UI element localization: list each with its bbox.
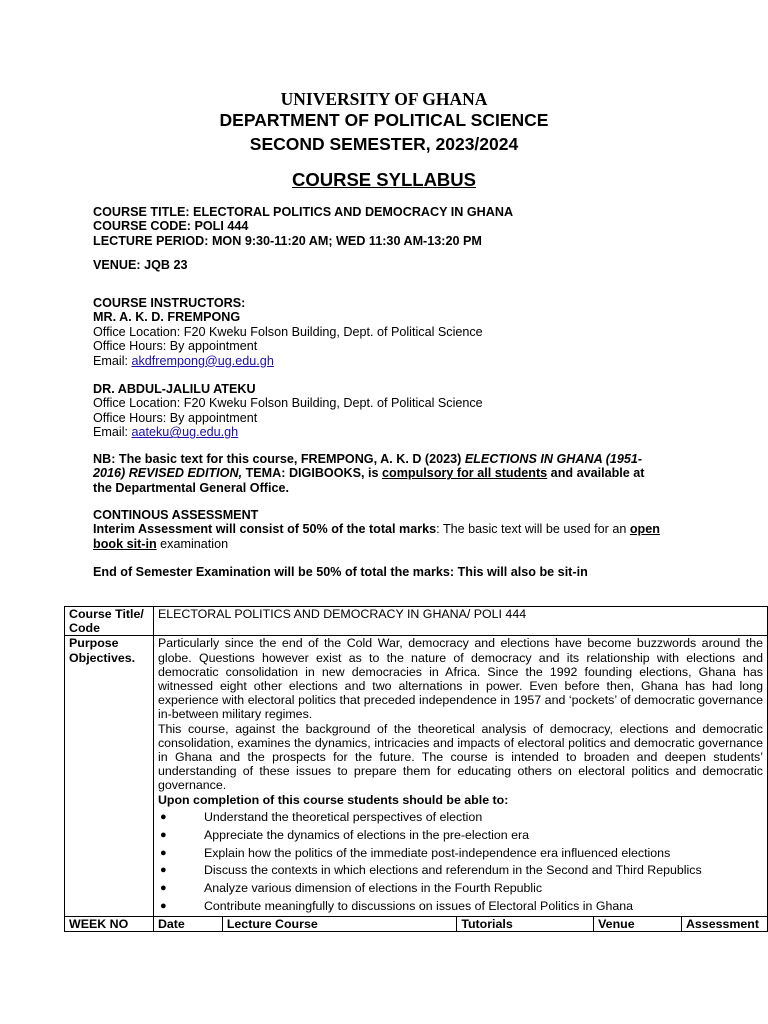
table-row	[65, 636, 768, 917]
course-info	[93, 205, 693, 248]
instructors-heading: COURSE INSTRUCTORS:	[93, 296, 246, 310]
bullet-icon: ●	[159, 882, 167, 895]
bullet-icon: ●	[159, 829, 167, 842]
column-header: Lecture Course	[222, 917, 456, 932]
office-hours: Office Hours: By appointment	[93, 339, 258, 354]
open-book-note: open book sit-in	[93, 522, 660, 551]
compulsory-note: compulsory for all students	[382, 466, 548, 481]
assessment-section	[93, 508, 683, 551]
column-header: Venue	[594, 917, 682, 932]
table-row	[65, 607, 768, 636]
list-item: ● Contribute meaningfully to discussions on issues of Electoral Politics in Ghana	[159, 898, 634, 913]
list-item: ● Explain how the politics of the immediate post-independence era influenced elections	[159, 845, 671, 860]
office-location: Office Location: F20 Kweku Folson Building, Dept. of Political Science	[93, 396, 483, 411]
instructor-2	[93, 382, 693, 440]
column-header: Date	[153, 917, 222, 932]
outcomes-heading: Upon completion of this course students should be able to:	[157, 792, 509, 807]
purpose-objectives-cell	[153, 636, 767, 917]
department-name: DEPARTMENT OF POLITICAL SCIENCE	[219, 110, 549, 130]
course-code-line: COURSE CODE: POLI 444	[93, 219, 249, 234]
interim-assessment: Interim Assessment will consist of 50% of the total marks: The basic text will be used for an open book sit-in examination	[93, 522, 660, 551]
instructor-name: MR. A. K. D. FREMPONG	[93, 310, 241, 325]
row-label: Purpose Objectives.	[65, 636, 154, 917]
email-label: Email:	[93, 353, 132, 368]
column-header: Assessment	[681, 917, 767, 932]
bullet-icon: ●	[159, 899, 167, 912]
email-line	[93, 354, 693, 368]
email-link[interactable]: aateku@ug.edu.gh	[131, 425, 239, 440]
university-name: UNIVERSITY OF GHANA	[280, 89, 488, 109]
purpose-paragraph: Particularly since the end of the Cold War, democracy and elections have become buzzwords around the globe. Questions however exist as to the nature of democracy and its relationship with elections and democratic consolidation in new democracies in Africa. Since the 1992 founding elections, Ghana has witnessed eight other elections and two alternations in power. Even before then, Ghana has had long experience with electoral politics that preceded independence in 1957 and ‘pockets’ of democratic governance in-between military regimes.	[157, 636, 763, 722]
document-title: COURSE SYLLABUS	[292, 169, 476, 190]
course-title-line: COURSE TITLE: ELECTORAL POLITICS AND DEMOCRACY IN GHANA	[93, 205, 514, 219]
list-item: ● Understand the theoretical perspectives of election	[159, 810, 483, 825]
list-item: ● Appreciate the dynamics of elections in the pre-election era	[159, 828, 530, 843]
course-title-code-value: ELECTORAL POLITICS AND DEMOCRACY IN GHANA/ POLI 444	[153, 607, 767, 636]
list-item: ● Analyze various dimension of elections in the Fourth Republic	[159, 881, 543, 896]
bullet-icon: ●	[159, 864, 167, 877]
book-title: ELECTIONS IN GHANA (1951-2016) REVISED EDITION,	[93, 452, 643, 481]
venue-line: VENUE: JQB 23	[93, 258, 188, 272]
row-label: Course Title/ Code	[65, 607, 154, 636]
assessment-heading: CONTINOUS ASSESSMENT	[93, 508, 259, 522]
final-exam-note: End of Semester Examination will be 50% of total the marks: This will also be sit-in	[93, 565, 588, 579]
instructors-section	[93, 296, 693, 368]
schedule-header-row	[65, 917, 768, 932]
email-label: Email:	[93, 425, 132, 440]
column-header: Tutorials	[457, 917, 594, 932]
basic-text-note: NB: The basic text for this course, FREMPONG, A. K. D (2023) ELECTIONS IN GHANA (1951-2016) REVISED EDITION, TEMA: DIGIBOOKS, is compulsory for all students and available at the Departmental General Office.	[93, 452, 645, 495]
column-header: WEEK NO	[65, 917, 154, 932]
list-item: ● Discuss the contexts in which elections and referendum in the Second and Third Republics	[159, 863, 702, 878]
bullet-icon: ●	[159, 811, 167, 824]
course-outline-table	[64, 606, 768, 932]
purpose-paragraph: This course, against the background of the theoretical analysis of democracy, elections and democratic consolidation, examines the dynamics, intricacies and impacts of electoral politics and democratic governance in Ghana and the prospects for the future. The course is intended to broaden and deepen students’ understanding of these issues to prepare them for educating others on electoral politics and democratic governance.	[157, 721, 763, 793]
office-location: Office Location: F20 Kweku Folson Building, Dept. of Political Science	[93, 324, 483, 339]
instructor-name: DR. ABDUL-JALILU ATEKU	[93, 382, 256, 396]
bullet-icon: ●	[159, 846, 167, 859]
email-link[interactable]: akdfrempong@ug.edu.gh	[131, 353, 274, 368]
office-hours: Office Hours: By appointment	[93, 410, 258, 425]
lecture-period-line: LECTURE PERIOD: MON 9:30-11:20 AM; WED 11:30 AM-13:20 PM	[93, 233, 482, 248]
semester-label: SECOND SEMESTER, 2023/2024	[249, 134, 519, 154]
email-line	[93, 425, 693, 439]
